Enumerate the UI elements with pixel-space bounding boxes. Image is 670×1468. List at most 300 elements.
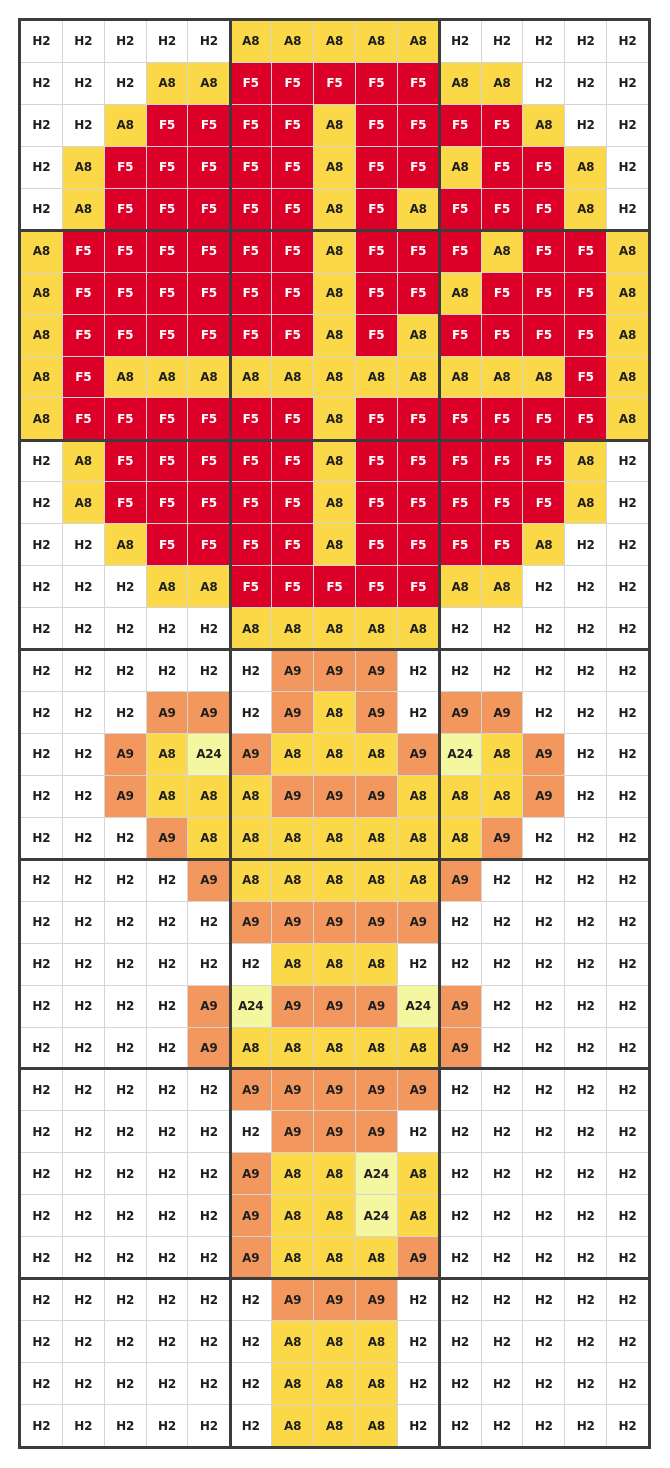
grid-cell: H2: [482, 944, 523, 985]
grid-cell: H2: [63, 1195, 104, 1236]
grid-cell: H2: [482, 986, 523, 1027]
grid-cell: H2: [523, 1237, 564, 1278]
grid-cell: A8: [607, 398, 648, 439]
grid-cell: A8: [147, 776, 188, 817]
grid-cell: A9: [314, 1279, 355, 1320]
grid-cell: H2: [565, 986, 606, 1027]
grid-cell: H2: [105, 860, 146, 901]
grid-cell: A8: [272, 1237, 313, 1278]
grid-cell: F5: [230, 482, 271, 523]
grid-cell: H2: [565, 63, 606, 104]
grid-cell: H2: [565, 1070, 606, 1111]
grid-cell: A8: [356, 357, 397, 398]
grid-cell: A8: [63, 482, 104, 523]
grid-cell: A8: [21, 231, 62, 272]
grid-cell: A8: [356, 1405, 397, 1446]
grid-cell: A8: [398, 1028, 439, 1069]
grid-cell: A8: [314, 818, 355, 859]
grid-cell: F5: [188, 105, 229, 146]
grid-cell: H2: [607, 147, 648, 188]
grid-cell: H2: [523, 1279, 564, 1320]
grid-cell: H2: [523, 692, 564, 733]
grid-cell: H2: [523, 1195, 564, 1236]
grid-cell: A8: [398, 1195, 439, 1236]
grid-cell: A9: [398, 1237, 439, 1278]
grid-cell: H2: [230, 1321, 271, 1362]
grid-cell: F5: [230, 524, 271, 565]
grid-cell: A8: [272, 1363, 313, 1404]
grid-cell: F5: [105, 273, 146, 314]
grid-cell: H2: [147, 1153, 188, 1194]
grid-cell: H2: [482, 1237, 523, 1278]
grid-cell: H2: [565, 692, 606, 733]
grid-cell: H2: [188, 944, 229, 985]
grid-cell: A8: [565, 482, 606, 523]
grid-cell: H2: [105, 818, 146, 859]
grid-cell: F5: [482, 105, 523, 146]
grid-cell: H2: [21, 1028, 62, 1069]
grid-cell: H2: [565, 944, 606, 985]
grid-cell: A9: [356, 902, 397, 943]
grid-cell: H2: [482, 1195, 523, 1236]
grid-cell: A8: [272, 608, 313, 649]
grid-cell: A9: [356, 776, 397, 817]
grid-cell: H2: [523, 1321, 564, 1362]
grid-cell: H2: [147, 650, 188, 691]
grid-cell: H2: [105, 650, 146, 691]
grid-cell: H2: [188, 1153, 229, 1194]
grid-cell: H2: [21, 1111, 62, 1152]
grid-cell: A9: [147, 692, 188, 733]
grid-cell: A8: [523, 105, 564, 146]
grid-cell: H2: [21, 692, 62, 733]
grid-cell: A8: [63, 147, 104, 188]
grid-cell: H2: [440, 1363, 481, 1404]
grid-cell: F5: [356, 63, 397, 104]
grid-cell: A8: [21, 398, 62, 439]
grid-cell: A9: [188, 986, 229, 1027]
grid-cell: H2: [565, 1028, 606, 1069]
grid-cell: F5: [230, 440, 271, 481]
grid-cell: F5: [188, 440, 229, 481]
grid-cell: F5: [272, 63, 313, 104]
grid-cell: A8: [314, 231, 355, 272]
grid-cell: F5: [147, 440, 188, 481]
grid-cell: A9: [230, 1070, 271, 1111]
grid-cell: H2: [188, 1111, 229, 1152]
grid-cell: A9: [230, 734, 271, 775]
grid-cell: A8: [314, 1405, 355, 1446]
grid-cell: H2: [482, 902, 523, 943]
grid-cell: A24: [398, 986, 439, 1027]
grid-cell: A9: [188, 1028, 229, 1069]
grid-cell: A8: [440, 566, 481, 607]
grid-cell: H2: [105, 1028, 146, 1069]
grid-cell: F5: [63, 273, 104, 314]
grid-cell: H2: [523, 566, 564, 607]
grid-cell: A8: [188, 357, 229, 398]
grid-cell: F5: [440, 315, 481, 356]
grid-cell: H2: [440, 650, 481, 691]
grid-cell: H2: [63, 1405, 104, 1446]
grid-cell: F5: [230, 398, 271, 439]
grid-cell: H2: [440, 902, 481, 943]
grid-cell: H2: [607, 734, 648, 775]
grid-cell: A9: [440, 860, 481, 901]
grid-cell: A8: [272, 818, 313, 859]
grid-cell: F5: [272, 231, 313, 272]
grid-cell: F5: [565, 231, 606, 272]
grid-cell: A9: [314, 986, 355, 1027]
grid-cell: H2: [21, 1237, 62, 1278]
grid-cell: A8: [188, 776, 229, 817]
grid-cell: A9: [356, 1111, 397, 1152]
grid-cell: H2: [607, 944, 648, 985]
grid-cell: H2: [523, 1405, 564, 1446]
grid-cell: H2: [607, 608, 648, 649]
grid-cell: A8: [230, 21, 271, 62]
grid-cell: F5: [188, 398, 229, 439]
grid-cell: H2: [482, 1279, 523, 1320]
grid-cell: H2: [523, 650, 564, 691]
grid-cell: H2: [565, 1153, 606, 1194]
grid-cell: H2: [63, 1321, 104, 1362]
grid-cell: A9: [398, 1070, 439, 1111]
grid-cell: A8: [314, 21, 355, 62]
grid-cell: A9: [147, 818, 188, 859]
grid-cell: A9: [188, 692, 229, 733]
grid-cell: F5: [147, 147, 188, 188]
grid-cell: H2: [565, 1405, 606, 1446]
grid-cell: H2: [188, 650, 229, 691]
grid-cell: H2: [230, 692, 271, 733]
grid-cell: H2: [607, 818, 648, 859]
grid-cell: A8: [314, 273, 355, 314]
grid-cell: F5: [356, 231, 397, 272]
grid-cell: F5: [356, 566, 397, 607]
grid-cell: H2: [565, 1237, 606, 1278]
grid-cell: F5: [523, 189, 564, 230]
grid-cell: H2: [147, 608, 188, 649]
grid-cell: H2: [105, 63, 146, 104]
grid-cell: H2: [565, 776, 606, 817]
grid-cell: H2: [523, 1363, 564, 1404]
grid-cell: H2: [21, 524, 62, 565]
grid-cell: H2: [21, 566, 62, 607]
grid-cell: F5: [356, 315, 397, 356]
grid-cell: H2: [63, 1237, 104, 1278]
grid-cell: A8: [272, 1321, 313, 1362]
grid-cell: A8: [314, 1237, 355, 1278]
color-code-grid: [18, 18, 651, 1449]
grid-cell: F5: [272, 440, 313, 481]
grid-cell: H2: [21, 21, 62, 62]
grid-cell: H2: [105, 902, 146, 943]
grid-cell: H2: [63, 902, 104, 943]
grid-cell: A8: [440, 147, 481, 188]
grid-cell: A8: [314, 1363, 355, 1404]
grid-cell: A8: [398, 21, 439, 62]
grid-cell: F5: [188, 273, 229, 314]
grid-cell: A9: [398, 734, 439, 775]
grid-cell: A8: [230, 860, 271, 901]
grid-cell: A9: [272, 986, 313, 1027]
grid-cell: F5: [314, 566, 355, 607]
grid-cell: F5: [440, 105, 481, 146]
grid-cell: A8: [398, 776, 439, 817]
grid-cell: A8: [482, 734, 523, 775]
grid-cell: A8: [565, 147, 606, 188]
grid-cell: A8: [147, 566, 188, 607]
grid-cell: H2: [147, 1321, 188, 1362]
grid-cell: F5: [356, 524, 397, 565]
grid-cell: H2: [440, 944, 481, 985]
grid-cell: H2: [482, 650, 523, 691]
grid-cell: H2: [147, 1195, 188, 1236]
grid-cell: A8: [230, 818, 271, 859]
grid-cell: F5: [523, 315, 564, 356]
grid-cell: H2: [230, 1363, 271, 1404]
grid-cell: H2: [398, 1279, 439, 1320]
grid-cell: H2: [63, 63, 104, 104]
grid-cell: A8: [440, 63, 481, 104]
grid-cell: A8: [314, 1195, 355, 1236]
grid-cell: A8: [440, 357, 481, 398]
grid-cell: H2: [147, 902, 188, 943]
grid-cell: F5: [272, 315, 313, 356]
grid-cell: F5: [272, 105, 313, 146]
grid-cell: H2: [440, 1405, 481, 1446]
grid-cell: H2: [565, 650, 606, 691]
grid-cell: F5: [398, 524, 439, 565]
grid-cell: H2: [63, 818, 104, 859]
grid-cell: A8: [314, 1321, 355, 1362]
grid-cell: F5: [356, 398, 397, 439]
grid-cell: H2: [523, 818, 564, 859]
grid-cell: H2: [147, 1111, 188, 1152]
grid-cell: F5: [398, 440, 439, 481]
grid-cell: H2: [21, 1321, 62, 1362]
grid-cell: F5: [440, 482, 481, 523]
grid-cell: A8: [482, 231, 523, 272]
grid-cell: H2: [63, 1111, 104, 1152]
grid-cell: F5: [230, 273, 271, 314]
grid-cell: H2: [63, 566, 104, 607]
grid-cell: H2: [440, 1279, 481, 1320]
grid-cell: A24: [230, 986, 271, 1027]
grid-cell: H2: [21, 734, 62, 775]
grid-cell: H2: [607, 1070, 648, 1111]
grid-cell: F5: [63, 315, 104, 356]
grid-cell: H2: [607, 860, 648, 901]
grid-cell: H2: [63, 986, 104, 1027]
grid-cell: H2: [607, 986, 648, 1027]
grid-cell: A8: [314, 482, 355, 523]
grid-cell: H2: [147, 1405, 188, 1446]
grid-cell: A8: [272, 1405, 313, 1446]
grid-cell: F5: [105, 231, 146, 272]
grid-cell: H2: [607, 1363, 648, 1404]
grid-cell: F5: [398, 63, 439, 104]
grid-cell: H2: [147, 944, 188, 985]
grid-cell: A8: [565, 189, 606, 230]
grid-cell: H2: [63, 1028, 104, 1069]
grid-cell: A8: [398, 1153, 439, 1194]
grid-cell: F5: [230, 231, 271, 272]
grid-cell: H2: [523, 1153, 564, 1194]
grid-cell: A8: [147, 63, 188, 104]
grid-cell: H2: [482, 860, 523, 901]
grid-cell: H2: [523, 860, 564, 901]
grid-cell: A8: [314, 147, 355, 188]
grid-cell: H2: [105, 944, 146, 985]
grid-cell: F5: [230, 189, 271, 230]
grid-cell: H2: [565, 566, 606, 607]
grid-cell: H2: [105, 608, 146, 649]
grid-cell: H2: [147, 1363, 188, 1404]
grid-cell: H2: [147, 1279, 188, 1320]
grid-cell: F5: [356, 105, 397, 146]
grid-cell: A9: [482, 692, 523, 733]
grid-cell: H2: [565, 105, 606, 146]
grid-cell: A8: [272, 860, 313, 901]
grid-cell: A8: [314, 315, 355, 356]
grid-cell: F5: [272, 524, 313, 565]
grid-cell: A24: [188, 734, 229, 775]
grid-cell: H2: [565, 1111, 606, 1152]
grid-cell: A8: [607, 315, 648, 356]
grid-cell: A8: [314, 357, 355, 398]
grid-cell: H2: [63, 650, 104, 691]
grid-cell: F5: [105, 398, 146, 439]
grid-cell: F5: [565, 398, 606, 439]
grid-cell: A8: [63, 440, 104, 481]
grid-cell: F5: [230, 566, 271, 607]
grid-cell: H2: [147, 1237, 188, 1278]
grid-cell: F5: [440, 524, 481, 565]
grid-cell: F5: [523, 273, 564, 314]
grid-cell: A9: [272, 1111, 313, 1152]
grid-cell: H2: [63, 692, 104, 733]
grid-cell: H2: [105, 1405, 146, 1446]
grid-cell: H2: [21, 105, 62, 146]
grid-cell: H2: [21, 776, 62, 817]
grid-cell: H2: [440, 1153, 481, 1194]
grid-cell: A8: [105, 357, 146, 398]
grid-cell: H2: [440, 1111, 481, 1152]
grid-cell: H2: [63, 608, 104, 649]
grid-cell: A8: [230, 357, 271, 398]
grid-cell: H2: [188, 1237, 229, 1278]
grid-cell: A8: [356, 944, 397, 985]
grid-cell: H2: [21, 440, 62, 481]
grid-cell: A8: [398, 860, 439, 901]
grid-cell: H2: [21, 1279, 62, 1320]
grid-cell: H2: [440, 1070, 481, 1111]
grid-cell: A8: [21, 273, 62, 314]
grid-cell: H2: [105, 1237, 146, 1278]
grid-cell: H2: [230, 944, 271, 985]
grid-cell: A9: [105, 776, 146, 817]
grid-cell: A9: [314, 902, 355, 943]
grid-cell: A8: [21, 315, 62, 356]
grid-cell: A9: [272, 1070, 313, 1111]
grid-cell: A8: [272, 944, 313, 985]
grid-cell: F5: [147, 482, 188, 523]
grid-cell: H2: [565, 1321, 606, 1362]
grid-cell: H2: [63, 734, 104, 775]
grid-cell: F5: [188, 189, 229, 230]
grid-cell: H2: [105, 1321, 146, 1362]
grid-cell: H2: [565, 524, 606, 565]
grid-cell: F5: [272, 482, 313, 523]
grid-cell: A9: [272, 692, 313, 733]
grid-cell: H2: [523, 1111, 564, 1152]
grid-cell: A8: [356, 608, 397, 649]
grid-cell: A9: [356, 986, 397, 1027]
grid-cell: F5: [356, 147, 397, 188]
grid-cell: H2: [21, 860, 62, 901]
grid-cell: H2: [523, 21, 564, 62]
grid-cell: F5: [230, 147, 271, 188]
grid-cell: H2: [398, 650, 439, 691]
grid-cell: H2: [63, 860, 104, 901]
grid-cell: H2: [565, 734, 606, 775]
grid-cell: F5: [63, 231, 104, 272]
grid-cell: H2: [607, 1321, 648, 1362]
grid-cell: A8: [21, 357, 62, 398]
grid-cell: F5: [356, 440, 397, 481]
grid-cell: F5: [523, 398, 564, 439]
grid-cell: A9: [440, 986, 481, 1027]
grid-cell: H2: [105, 1195, 146, 1236]
grid-cell: H2: [607, 1237, 648, 1278]
grid-cell: H2: [607, 189, 648, 230]
grid-cell: A8: [356, 1363, 397, 1404]
grid-cell: H2: [105, 1153, 146, 1194]
grid-cell: F5: [230, 63, 271, 104]
grid-cell: H2: [21, 1405, 62, 1446]
grid-cell: H2: [105, 1070, 146, 1111]
grid-cell: F5: [230, 105, 271, 146]
grid-cell: A8: [188, 63, 229, 104]
grid-cell: H2: [105, 1111, 146, 1152]
grid-cell: A8: [314, 860, 355, 901]
grid-cell: F5: [398, 398, 439, 439]
grid-cell: H2: [230, 1279, 271, 1320]
grid-cell: F5: [398, 273, 439, 314]
grid-cell: A8: [63, 189, 104, 230]
grid-cell: F5: [272, 566, 313, 607]
grid-cell: H2: [188, 608, 229, 649]
grid-cell: A8: [440, 776, 481, 817]
grid-cell: F5: [188, 231, 229, 272]
grid-cell: H2: [607, 1028, 648, 1069]
grid-cell: H2: [607, 524, 648, 565]
grid-cell: A8: [440, 273, 481, 314]
grid-cell: H2: [607, 692, 648, 733]
grid-cell: A8: [607, 231, 648, 272]
grid-cell: A8: [607, 357, 648, 398]
grid-cell: H2: [63, 524, 104, 565]
grid-cell: H2: [21, 189, 62, 230]
grid-cell: A8: [147, 357, 188, 398]
grid-cell: H2: [607, 105, 648, 146]
grid-cell: A8: [314, 524, 355, 565]
grid-cell: A8: [272, 1195, 313, 1236]
grid-cell: H2: [21, 986, 62, 1027]
grid-cell: A9: [523, 776, 564, 817]
